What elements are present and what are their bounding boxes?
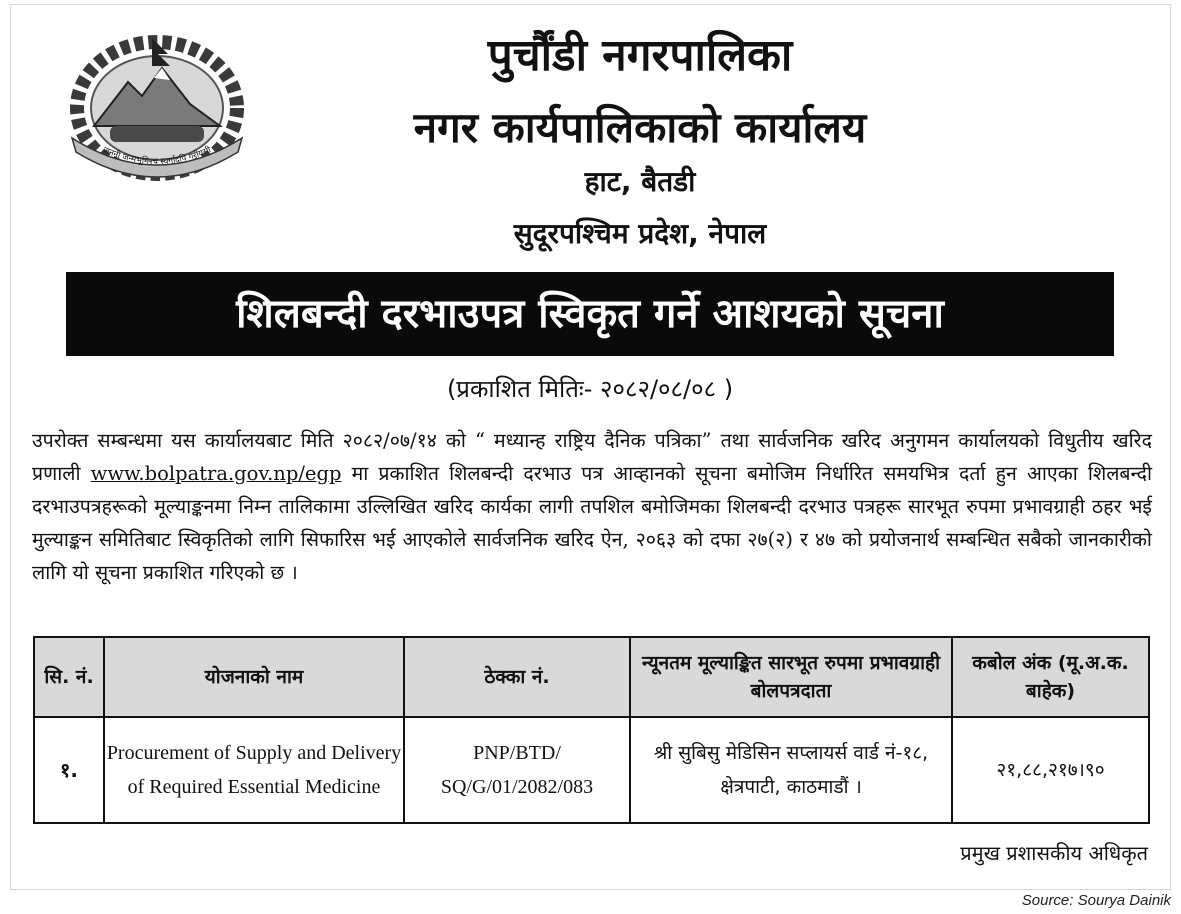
header-project: योजनाको नाम xyxy=(104,637,404,717)
body-text-part-2: मा प्रकाशित शिलबन्दी दरभाउ पत्र आव्हानको सूचना बमोजिम निर्धारित समयभित्र दर्ता हुन आएका शिलबन्दी दरभाउपत्रहरूको मूल्याङ्कनमा निम्न तालिकामा उल्लिखित खरिद कार्यका लागी तपशिल बमोजिमका शिलबन्दी दरभाउ पत्रहरू सारभूत रुपमा प्रभावग्राही ठहर भई मुल्याङ्कन समितिबाट स्विकृतिको लागि सिफारिस भई आएकोले सार्वजनिक खरिद ऐन, २०६३ को दफा २७(२) र ४७ को प्रयोजनार्थ सम्बन्धित सबैको जानकारीको लागि यो सूचना प्रकाशित गरिएको छ । xyxy=(32,462,1152,584)
address-line-2: सुदूरपश्चिम प्रदेश, नेपाल xyxy=(513,217,767,250)
notice-title: शिलबन्दी दरभाउपत्र स्विकृत गर्ने आशयको सूचना xyxy=(236,291,944,337)
bid-table xyxy=(33,636,1150,824)
body-text-part-1: उपरोक्त सम्बन्धमा यस कार्यालयबाट मिति २०८२/०७/१४ को “ मध्यान्ह राष्ट्रिय दैनिक पत्रिका” तथा सार्वजनिक खरिद अनुगमन कार्यालयको विधुतीय खरिद प्रणाली xyxy=(32,429,1152,485)
cell-contract: PNP/BTD/ SQ/G/01/2082/083 xyxy=(404,717,630,823)
header-bidder: न्यूनतम मूल्याङ्कित सारभूत रुपमा प्रभावग्राही बोलपत्रदाता xyxy=(630,637,952,717)
source-credit: Source: Sourya Dainik xyxy=(1021,892,1171,909)
bolpatra-link[interactable]: www.bolpatra.gov.np/egp xyxy=(90,462,342,485)
cell-project: Procurement of Supply and Delivery of Required Essential Medicine xyxy=(104,717,404,823)
published-date: (प्रकाशित मितिः- २०८२/०८/०८ ) xyxy=(446,375,734,403)
table-row xyxy=(34,717,1149,823)
header-contract: ठेक्का नं. xyxy=(404,637,630,717)
cell-sn: १. xyxy=(34,717,104,823)
nepal-emblem-icon xyxy=(66,30,248,182)
signer-title: प्रमुख प्रशासकीय अधिकृत xyxy=(960,841,1148,865)
header-amount: कबोल अंक (मू.अ.क. बाहेक) xyxy=(952,637,1149,717)
address-line-1: हाट, बैतडी xyxy=(584,165,696,198)
cell-amount: २१,८८,२१७।९० xyxy=(952,717,1149,823)
table-header-row xyxy=(34,637,1149,717)
emblem-motto: जननी जन्मभूमिश्च स्वर्गादपि गरीयसी xyxy=(101,145,213,168)
notice-body xyxy=(32,424,1152,589)
header-sn: सि. नं. xyxy=(34,637,104,717)
office-name: नगर कार्यपालिकाको कार्यालय xyxy=(413,103,867,152)
org-name: पुर्चौंडी नगरपालिका xyxy=(487,30,793,81)
notice-title-banner xyxy=(66,272,1114,356)
cell-bidder: श्री सुबिसु मेडिसिन सप्लायर्स वार्ड नं-१८, क्षेत्रपाटी, काठमाडौं । xyxy=(630,717,952,823)
